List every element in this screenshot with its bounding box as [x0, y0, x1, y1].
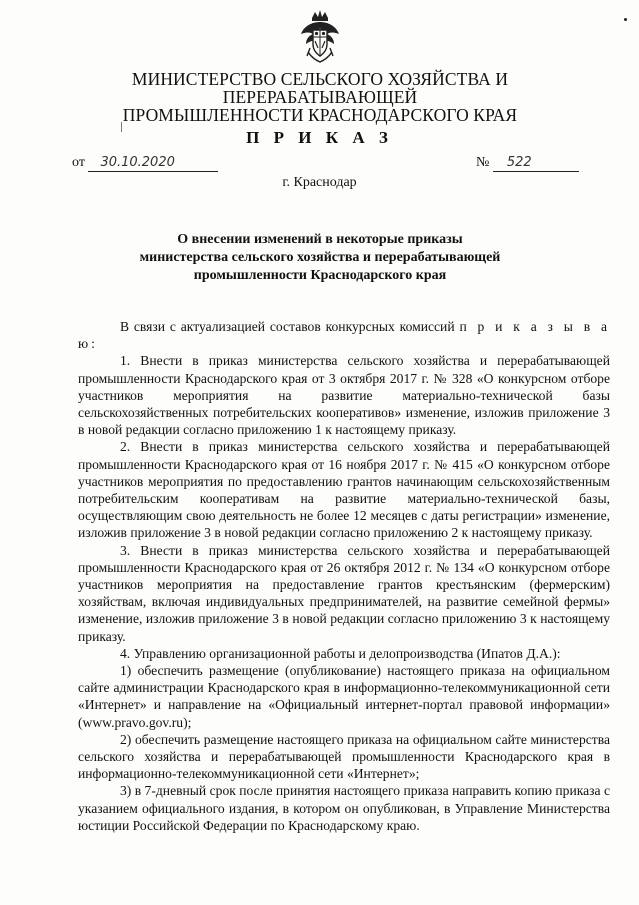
paragraph-1: 1. Внести в приказ министерства сельского хозяйства и перерабатывающей промышленности Краснодарского края от 3 октября 2017 г. № 328 «О конкурсном отборе участников мероприятия на развитие материально-технической базы сельскохозяйственных потребительских кооперативов» изменение, изложив приложение 3 в новой редакции согласно приложению 1 к настоящему приказу. — [78, 353, 610, 438]
paragraph-4-3: 3) в 7-дневный срок после принятия настоящего приказа направить копию приказа с указанием официального издания, в котором он опубликован, в Управление Министерства юстиции Российской Федерации по Краснодарскому краю. — [78, 783, 610, 833]
scan-speck — [624, 18, 627, 21]
order-subject — [100, 231, 540, 285]
order-date — [72, 155, 218, 172]
intro-command: п р и к а з ы в а ю: — [78, 319, 610, 352]
order-number — [476, 155, 579, 172]
order-title: П Р И К А З — [246, 128, 393, 147]
number-value: 522 — [493, 155, 579, 172]
ministry-line-2: ПРОМЫШЛЕННОСТИ КРАСНОДАРСКОГО КРАЯ — [122, 105, 518, 125]
city: г. Краснодар — [282, 175, 357, 190]
subject-line-3: промышленности Краснодарского края — [193, 268, 447, 283]
paragraph-4-1: 1) обеспечить размещение (опубликование) настоящего приказа на официальном сайте администрации Краснодарского края в информационно-телекоммуникационной сети «Интернет» и направление на «Официальный интернет-портал правовой информации» (www.pravo.gov.ru); — [78, 663, 610, 730]
number-prefix: № — [476, 155, 490, 170]
paragraph-2: 2. Внести в приказ министерства сельского хозяйства и перерабатывающей промышленности Краснодарского края от 16 ноября 2017 г. № 415 «О конкурсном отборе участников мероприятия по предоставлению грантов начинающим сельскохозяйственным потребительским кооперативам на развитие материально-технической базы, осуществляющим свою деятельность не более 12 месяцев с даты регистрации» изменение, изложив приложение 3 в новой редакции согласно приложению 2 к настоящему приказу. — [78, 439, 610, 541]
subject-line-1: О внесении изменений в некоторые приказы — [177, 232, 463, 247]
date-prefix: от — [72, 155, 85, 170]
order-body — [78, 318, 610, 834]
date-value: 30.10.2020 — [88, 155, 218, 172]
ministry-line-1: МИНИСТЕРСТВО СЕЛЬСКОГО ХОЗЯЙСТВА И ПЕРЕРАБАТЫВАЮЩЕЙ — [131, 69, 509, 107]
intro-paragraph — [78, 318, 610, 352]
intro-text: В связи с актуализацией составов конкурсных комиссий — [120, 319, 455, 334]
krasnodar-coat-of-arms-icon — [298, 8, 342, 64]
ministry-name — [40, 70, 600, 124]
paragraph-4-2: 2) обеспечить размещение настоящего приказа на официальном сайте министерства сельского хозяйства и перерабатывающей промышленности Краснодарского края в информационно-телекоммуникационной сети «Интернет»; — [78, 731, 610, 782]
paragraph-4: 4. Управлению организационной работы и делопроизводства (Ипатов Д.А.): — [120, 645, 561, 661]
subject-line-2: министерства сельского хозяйства и перерабатывающей — [139, 250, 501, 265]
paragraph-3: 3. Внести в приказ министерства сельского хозяйства и перерабатывающей промышленности Краснодарского края от 26 октября 2012 г. № 134 «О конкурсном отборе участников мероприятия на предоставление грантов крестьянским (фермерским) хозяйствам, включая индивидуальных предпринимателей, на развитие семейной фермы» изменение, изложив приложение 3 в новой редакции согласно приложению 3 к настоящему приказу. — [78, 542, 610, 644]
